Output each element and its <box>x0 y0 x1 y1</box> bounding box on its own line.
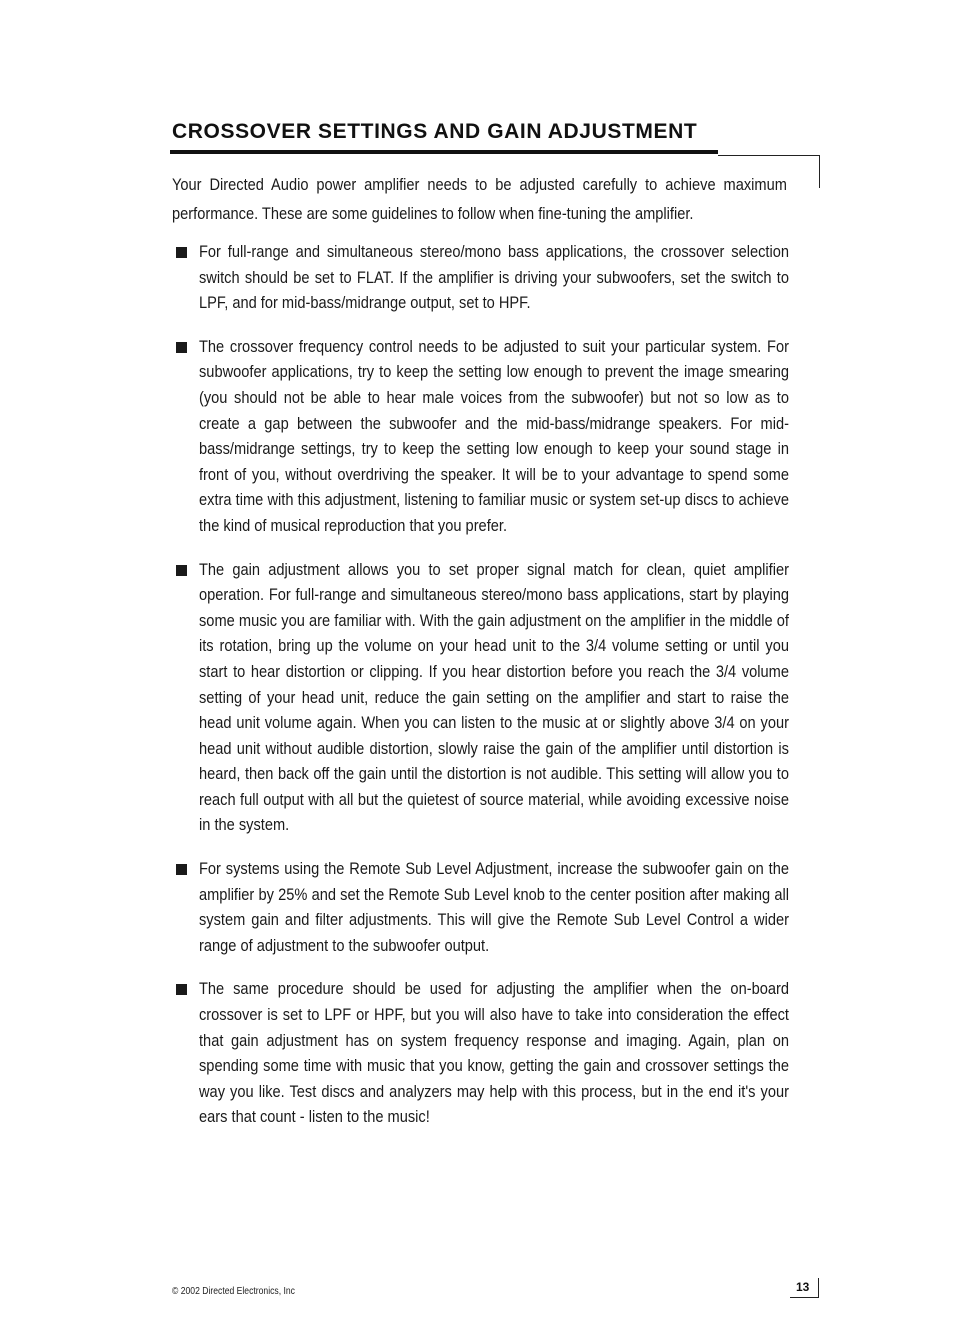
list-item-text: The same procedure should be used for adjusting the amplifier when the on-board crossover is set to LPF or HPF, but you will also have to take into consideration the effect that gain adjustment has on system frequency response and imaging. Again, plan on spending some time with music that you know, getting the gain and crossover settings the way you like. Test discs and analyzers may help with this process, but in the end it's your ears that count - listen to the music! <box>199 979 789 1127</box>
list-item <box>172 557 787 839</box>
list-item <box>172 976 787 1130</box>
page-number: 13 <box>796 1280 810 1294</box>
list-item-text: For full-range and simultaneous stereo/mono bass applications, the crossover selection switch should be set to FLAT. If the amplifier is driving your subwoofers, set the switch to LPF, and for mid-bass/midrange output, set to HPF. <box>199 242 789 313</box>
list-item <box>172 239 787 316</box>
square-bullet-icon <box>176 864 187 875</box>
copyright-notice: © 2002 Directed Electronics, Inc <box>172 1286 295 1297</box>
page-number-rule-vertical <box>818 1278 819 1298</box>
document-body <box>172 170 787 1148</box>
section-title: CROSSOVER SETTINGS AND GAIN ADJUSTMENT <box>172 120 698 143</box>
frame-rule-horizontal <box>718 155 820 156</box>
intro-paragraph: Your Directed Audio power amplifier needs to be adjusted carefully to achieve maximum performance. These are some guidelines to follow when fine-tuning the amplifier. <box>172 175 787 223</box>
square-bullet-icon <box>176 342 187 353</box>
frame-rule-vertical <box>819 155 820 188</box>
square-bullet-icon <box>176 565 187 576</box>
list-item-text: The crossover frequency control needs to be adjusted to suit your particular system. For subwoofer applications, try to keep the setting low enough to prevent the image smearing (you should not be able to hear male voices from the subwoofer) but not so low as to create a gap between the subwoofer and the mid-bass/midrange speakers. For mid-bass/midrange settings, try to keep the setting low enough to keep your sound stage in front of you, without overdriving the speaker. It will be to your advantage to spend some extra time with this adjustment, listening to familiar music or system set-up discs to achieve the kind of musical reproduction that you prefer. <box>199 336 789 535</box>
title-underline <box>170 150 718 154</box>
list-item <box>172 334 787 539</box>
list-item-text: For systems using the Remote Sub Level Adjustment, increase the subwoofer gain on the amplifier by 25% and set the Remote Sub Level knob to the center position after making all system gain and filter adjustments. This will give the Remote Sub Level Control a wider range of adjustment to the subwoofer output. <box>199 859 789 955</box>
square-bullet-icon <box>176 984 187 995</box>
guideline-list <box>172 239 787 1130</box>
square-bullet-icon <box>176 247 187 258</box>
list-item <box>172 856 787 958</box>
page-number-rule-horizontal <box>790 1297 819 1298</box>
list-item-text: The gain adjustment allows you to set proper signal match for clean, quiet amplifier operation. For full-range and simultaneous stereo/mono bass applications, start by playing some music you are familiar with. With the gain adjustment on the amplifier in the middle of its rotation, bring up the volume on your head unit to the 3/4 volume setting or until you start to hear distortion or clipping. If you hear distortion before you reach the 3/4 volume setting of your head unit, reduce the gain setting on the amplifier and start to raise the head unit volume again. When you can listen to the music at or slightly above 3/4 on your head unit without audible distortion, slowly raise the gain of the amplifier until distortion is heard, then back off the gain until the distortion is not audible. This setting will allow you to reach full output with all but the quietest of source material, while avoiding excessive noise in the system. <box>199 559 789 835</box>
